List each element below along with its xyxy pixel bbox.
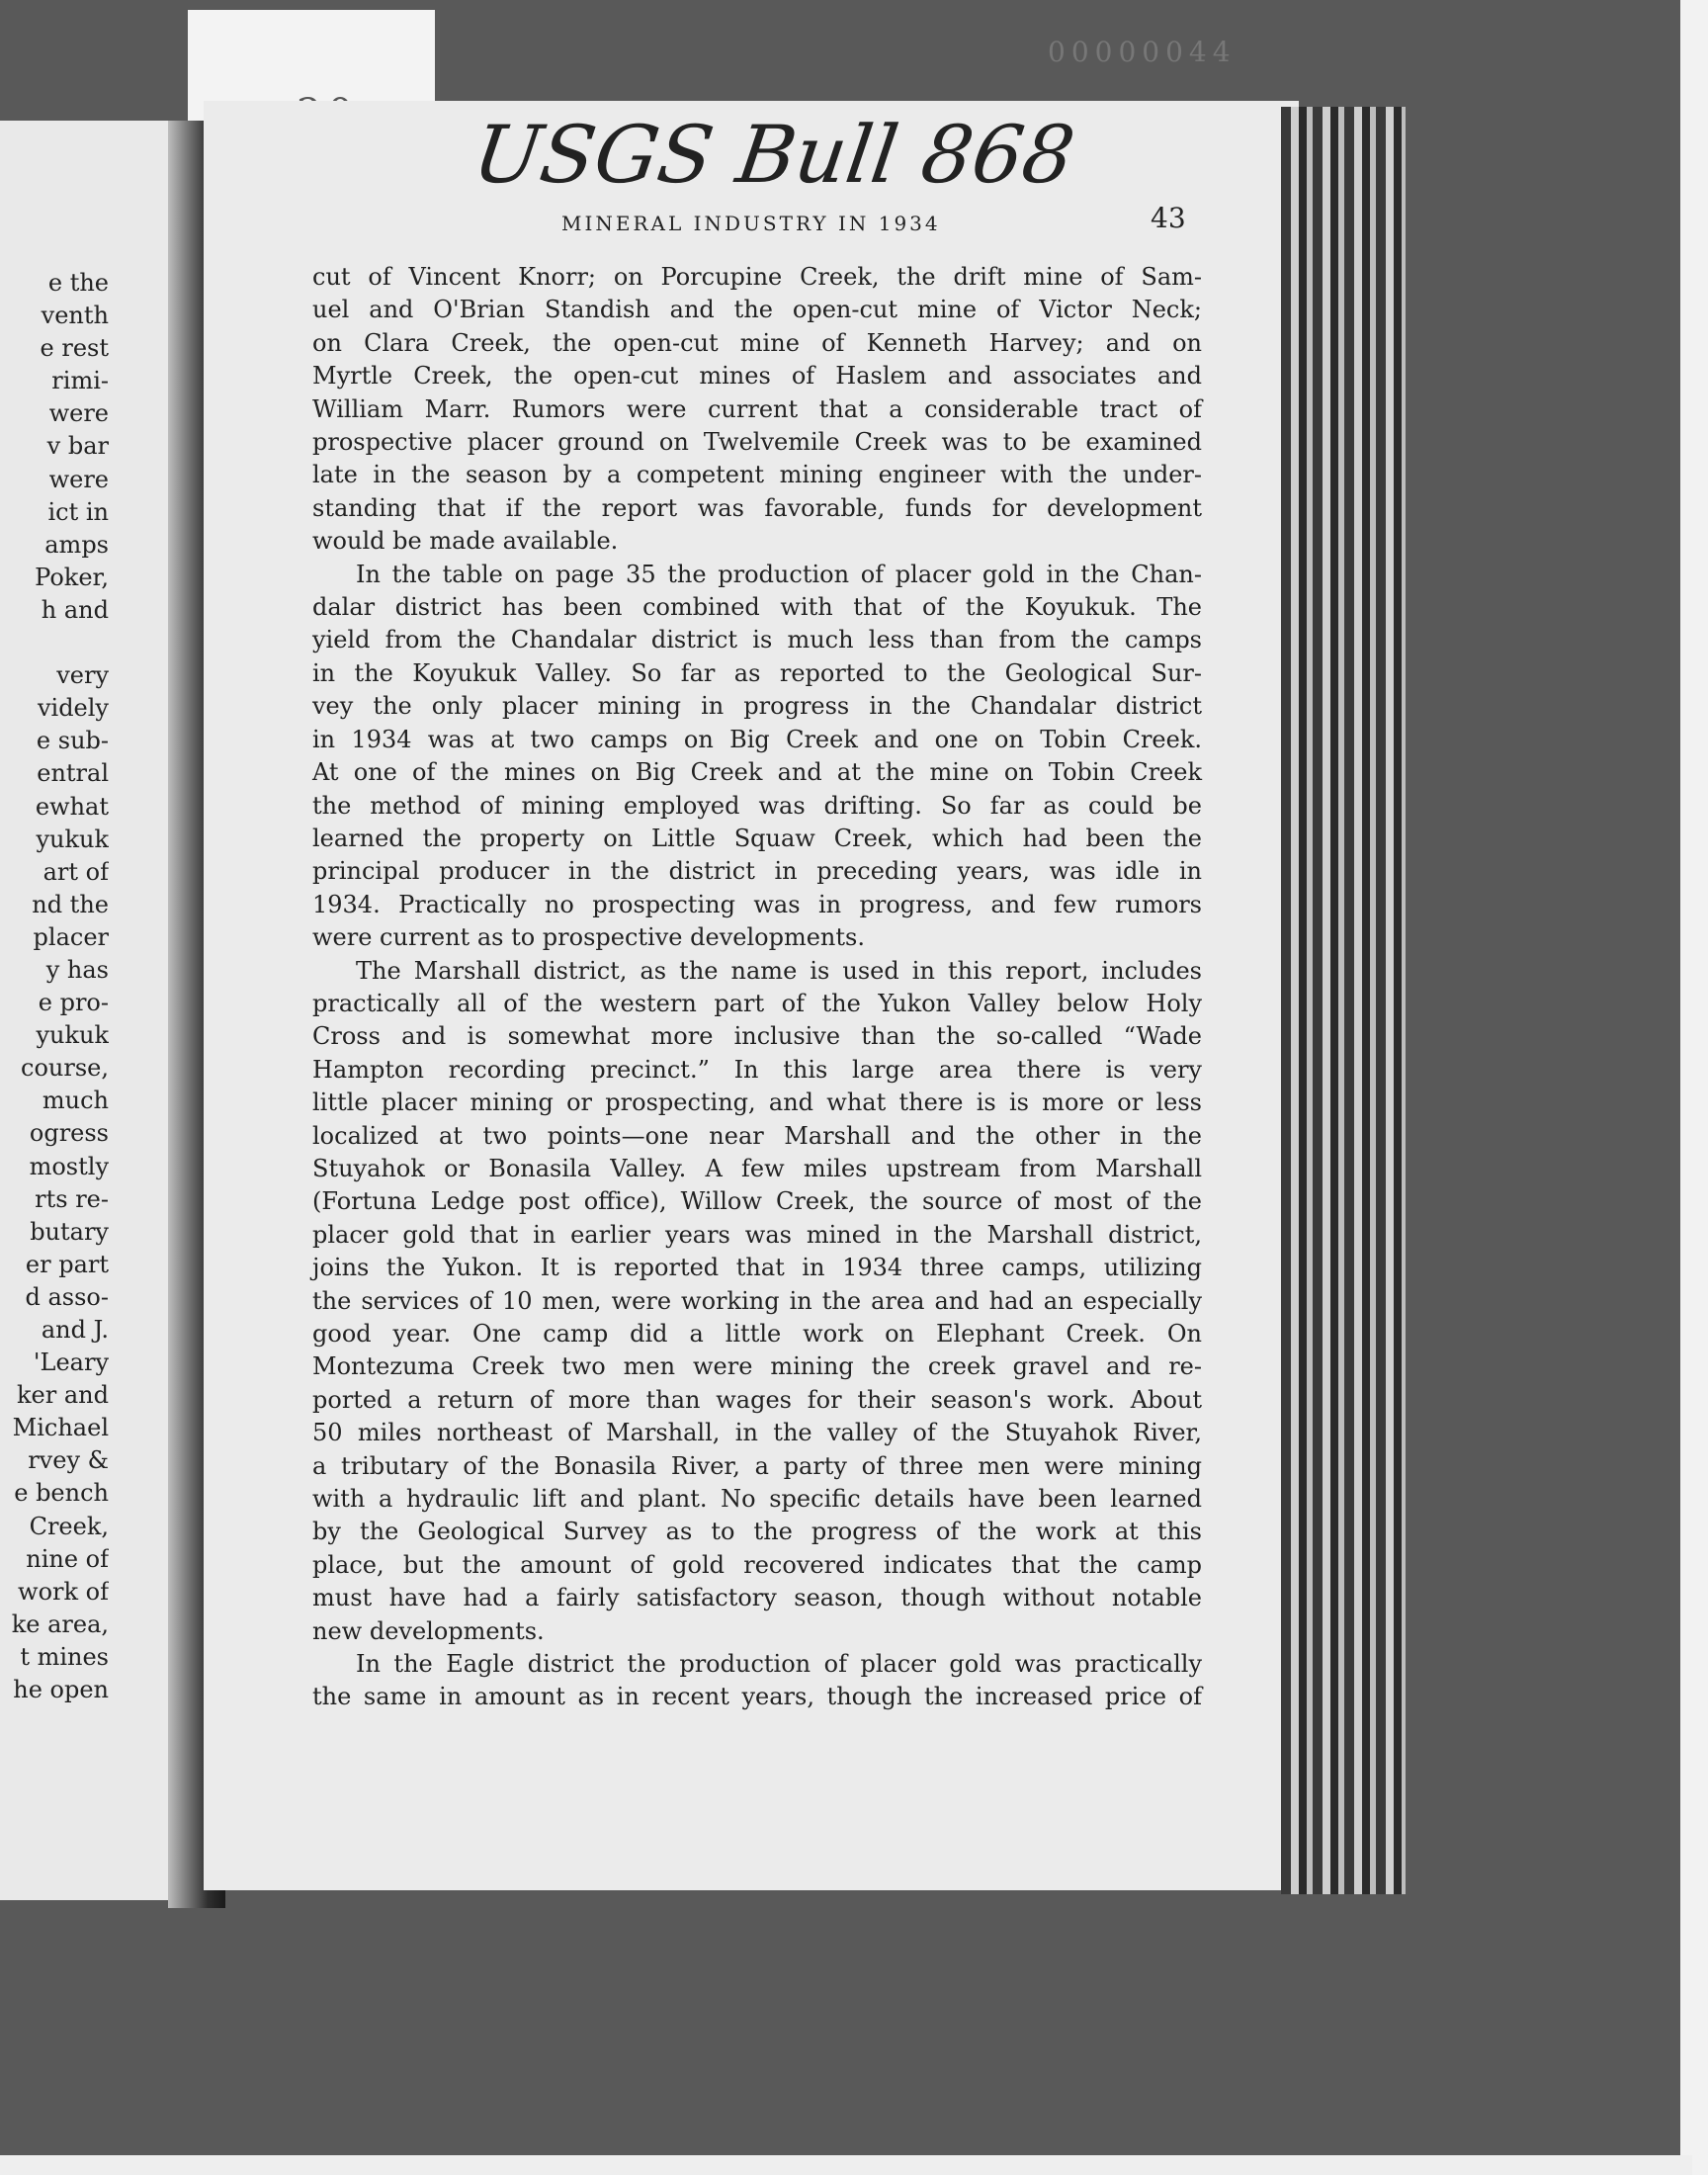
body-line: must have had a fairly satisfactory season, though without notable (312, 1584, 1202, 1612)
left-page-line: course, (21, 1054, 109, 1083)
body-line: late in the season by a competent mining engineer with the under- (312, 461, 1202, 489)
body-line: 50 miles northeast of Marshall, in the valley of the Stuyahok River, (312, 1419, 1202, 1447)
body-line: At one of the mines on Big Creek and at the mine on Tobin Creek (312, 758, 1202, 787)
left-page-line: Michael (12, 1414, 109, 1442)
scanner-margin-bottom (0, 2155, 1692, 2175)
left-page-line: nd the (32, 890, 109, 918)
body-line: principal producer in the district in preceding years, was idle in (312, 857, 1202, 886)
body-line: In the Eagle district the production of placer gold was practically (356, 1650, 1202, 1679)
left-page-line: entral (37, 759, 109, 788)
left-page-line: y has (45, 955, 109, 984)
body-line: prospective placer ground on Twelvemile Creek was to be examined (312, 428, 1202, 457)
left-page-line: rimi- (51, 367, 109, 395)
left-page-line: ict in (47, 497, 109, 526)
body-line: ported a return of more than wages for their season's work. About (312, 1385, 1202, 1414)
body-line: by the Geological Survey as to the progress of the work at this (312, 1518, 1202, 1546)
body-line: new developments. (312, 1616, 545, 1645)
handwritten-note: USGS Bull 868 (468, 109, 1080, 201)
left-page-line: and J. (41, 1316, 109, 1344)
body-line: uel and O'Brian Standish and the open-cut mine of Victor Neck; (312, 296, 1202, 324)
left-page-line: venth (41, 302, 109, 330)
left-page-line: ewhat (35, 792, 109, 821)
body-line: on Clara Creek, the open-cut mine of Kenneth Harvey; and on (312, 328, 1202, 357)
left-page-line: Poker, (35, 563, 109, 591)
body-line: the same in amount as in recent years, though the increased price of (312, 1683, 1202, 1711)
body-line: In the table on page 35 the production of placer gold in the Chan- (356, 560, 1202, 588)
left-page-line: yukuk (36, 1021, 109, 1050)
page-stamp: 00000044 (1048, 36, 1237, 68)
body-line: Stuyahok or Bonasila Valley. A few miles upstream from Marshall (312, 1154, 1202, 1182)
left-page-line: er part (25, 1250, 109, 1278)
body-line: Myrtle Creek, the open-cut mines of Haslem and associates and (312, 362, 1202, 391)
body-line: standing that if the report was favorable, funds for development (312, 493, 1202, 522)
body-line: place, but the amount of gold recovered indicates that the camp (312, 1550, 1202, 1579)
left-page-line: d asso- (25, 1282, 109, 1311)
left-page-line: work of (18, 1577, 109, 1606)
body-line: a tributary of the Bonasila River, a party of three men were mining (312, 1451, 1202, 1480)
left-page-line: rts re- (35, 1184, 109, 1213)
left-page-line: ke area, (11, 1610, 109, 1638)
body-line: were current as to prospective developments. (312, 923, 865, 952)
left-page-line: yukuk (36, 825, 109, 853)
left-page-line (0, 627, 109, 659)
left-page-line: e sub- (36, 727, 109, 755)
body-line: placer gold that in earlier years was mined in the Marshall district, (312, 1220, 1202, 1249)
page-number: 43 (1151, 202, 1186, 234)
body-line: practically all of the western part of the Yukon Valley below Holy (312, 989, 1202, 1017)
body-line: dalar district has been combined with that of the Koyukuk. The (312, 593, 1202, 622)
left-page-line: v bar (46, 432, 109, 461)
left-page-line: e pro- (38, 989, 109, 1017)
body-line: good year. One camp did a little work on Elephant Creek. On (312, 1320, 1202, 1348)
left-page-line: ogress (29, 1119, 109, 1148)
body-line: in 1934 was at two camps on Big Creek and one on Tobin Creek. (312, 725, 1202, 753)
body-line: 1934. Practically no prospecting was in progress, and few rumors (312, 890, 1202, 918)
left-page-line: butary (30, 1217, 109, 1246)
running-head: MINERAL INDUSTRY IN 1934 (561, 212, 941, 235)
left-page-line: were (48, 399, 109, 428)
left-page-line: amps (44, 530, 109, 559)
body-line: yield from the Chandalar district is much less than from the camps (312, 626, 1202, 654)
left-page-text (0, 267, 109, 1706)
body-line: in the Koyukuk Valley. So far as reported to the Geological Sur- (312, 658, 1202, 687)
left-page-line: rvey & (28, 1446, 109, 1475)
left-page-line: art of (43, 857, 109, 886)
body-line: localized at two points—one near Marshall and the other in the (312, 1121, 1202, 1150)
body-line: The Marshall district, as the name is used in this report, includes (356, 956, 1202, 985)
body-line: with a hydraulic lift and plant. No specific details have been learned (312, 1485, 1202, 1514)
body-line: Hampton recording precinct.” In this large area there is very (312, 1055, 1202, 1084)
body-line: little placer mining or prospecting, and what there is is more or less (312, 1088, 1202, 1117)
left-page-line: mostly (29, 1152, 109, 1180)
body-line: Montezuma Creek two men were mining the creek gravel and re- (312, 1352, 1202, 1381)
left-page-line: e rest (40, 334, 109, 363)
body-line: the method of mining employed was drifting. So far as could be (312, 791, 1202, 820)
left-page-line: e bench (14, 1479, 109, 1508)
body-line: Cross and is somewhat more inclusive than the so-called “Wade (312, 1022, 1202, 1051)
left-page-line: he open (13, 1676, 109, 1704)
body-line: learned the property on Little Squaw Creek, which had been the (312, 824, 1202, 852)
scanner-margin-right (1680, 0, 1708, 2175)
left-page-line: were (48, 465, 109, 493)
left-page-line: t mines (20, 1642, 109, 1671)
left-page-line: e the (47, 269, 109, 297)
left-page-line: much (42, 1087, 109, 1115)
left-page-line: videly (37, 694, 109, 723)
body-line: (Fortuna Ledge post office), Willow Creek, the source of most of the (312, 1187, 1202, 1216)
body-text (312, 261, 1202, 1714)
left-page-line: placer (33, 922, 109, 951)
left-page-line: h and (41, 595, 109, 624)
body-line: cut of Vincent Knorr; on Porcupine Creek, the drift mine of Sam- (312, 263, 1202, 291)
body-line: William Marr. Rumors were current that a considerable tract of (312, 394, 1202, 423)
left-page-line: 'Leary (33, 1348, 109, 1377)
left-page-line: ker and (17, 1381, 109, 1410)
page-edges (1281, 107, 1406, 1894)
body-line: joins the Yukon. It is reported that in 1934 three camps, utilizing (312, 1254, 1202, 1282)
body-line: vey the only placer mining in progress in the Chandalar district (312, 692, 1202, 721)
body-line: the services of 10 men, were working in the area and had an especially (312, 1286, 1202, 1315)
left-page-line: very (56, 661, 109, 690)
left-page-line: Creek, (29, 1512, 109, 1540)
body-line: would be made available. (312, 527, 619, 556)
left-page-line: nine of (26, 1544, 109, 1573)
